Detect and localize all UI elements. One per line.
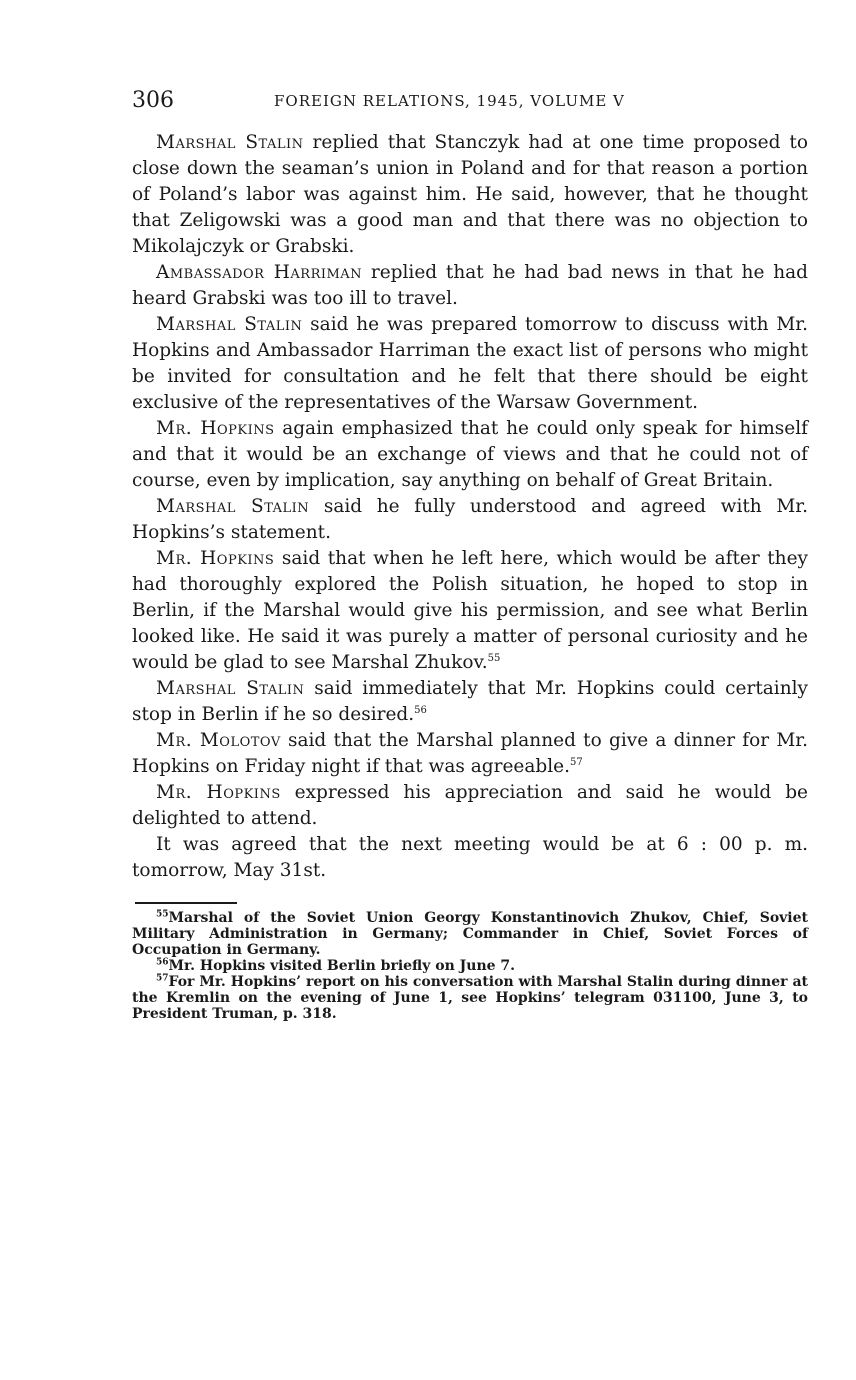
speaker-name: Mr. Hopkins bbox=[156, 548, 275, 569]
footnote-text: Marshal of the Soviet Union Georgy Konstantinovich Zhukov, Chief, Soviet Military Administration in Germany; Commander in Chief, Soviet Forces of Occupation in Germany. bbox=[132, 910, 808, 958]
paragraph bbox=[132, 546, 808, 676]
paragraph bbox=[132, 676, 808, 728]
footnote-mark: 56 bbox=[156, 957, 169, 968]
paragraph bbox=[132, 260, 808, 312]
speaker-name: Mr. Hopkins bbox=[156, 782, 281, 803]
speaker-name: Mr. Hopkins bbox=[156, 418, 275, 439]
footnote bbox=[132, 958, 808, 974]
paragraph-text: replied that Stanczyk had at one time proposed to close down the seaman’s union in Poland and for that reason a portion of Poland’s labor was against him. He said, however, that he thought that Zeligowski was a good man and that there was no objection to Mikolajczyk or Grabski. bbox=[132, 132, 808, 257]
paragraph-text: said that the Marshal planned to give a dinner for Mr. Hopkins on Friday night if that was agreeable. bbox=[132, 730, 808, 777]
speaker-name: Marshal Stalin bbox=[156, 678, 305, 699]
paragraph-text: again emphasized that he could only speak for himself and that it would be an exchange of views and that he could not of course, even by implication, say anything on behalf of Great Britain. bbox=[132, 418, 808, 491]
speaker-name: Ambassador Harriman bbox=[156, 262, 363, 283]
paragraph-text: replied that he had bad news in that he had heard Grabski was too ill to travel. bbox=[132, 262, 808, 309]
footnote bbox=[132, 910, 808, 958]
footnote-mark: 57 bbox=[156, 973, 169, 984]
paragraph bbox=[132, 728, 808, 780]
footnote-text: Mr. Hopkins visited Berlin briefly on June 7. bbox=[168, 958, 516, 974]
footnote-ref[interactable]: 56 bbox=[414, 704, 427, 716]
speaker-name: Marshal Stalin bbox=[156, 132, 304, 153]
paragraph bbox=[132, 494, 808, 546]
page-number: 306 bbox=[132, 88, 174, 113]
footnote bbox=[132, 974, 808, 1022]
paragraph-text: said immediately that Mr. Hopkins could certainly stop in Berlin if he so desired. bbox=[132, 678, 808, 725]
paragraph-text: said he fully understood and agreed with Mr. Hopkins’s statement. bbox=[132, 496, 808, 543]
speaker-name: Marshal Stalin bbox=[156, 496, 310, 517]
paragraph-text: It was agreed that the next meeting would be at 6 : 00 p. m. tomorrow, May 31st. bbox=[132, 834, 808, 881]
body-text bbox=[132, 130, 808, 884]
paragraph-text: said he was prepared tomorrow to discuss with Mr. Hopkins and Ambassador Harriman the exact list of persons who might be invited for consultation and he felt that there should be eight exclusive of the representatives of the Warsaw Government. bbox=[132, 314, 808, 413]
paragraph-text: expressed his appreciation and said he would be delighted to attend. bbox=[132, 782, 808, 829]
footnote-ref[interactable]: 57 bbox=[569, 756, 583, 768]
paragraph bbox=[132, 130, 808, 260]
running-head: FOREIGN RELATIONS, 1945, VOLUME V bbox=[274, 92, 625, 110]
footnote-text: For Mr. Hopkins’ report on his conversation with Marshal Stalin during dinner at the Kremlin on the evening of June 1, see Hopkins’ telegram 031100, June 3, to President Truman, p. 318. bbox=[132, 974, 808, 1022]
paragraph bbox=[132, 780, 808, 832]
footnote-divider bbox=[135, 902, 237, 904]
paragraph-text: said that when he left here, which would be after they had thoroughly explored the Polish situation, he hoped to stop in Berlin, if the Marshal would give his permission, and see what Berlin looked like. He said it was purely a matter of personal curiosity and he would be glad to see Marshal Zhukov. bbox=[132, 548, 808, 673]
paragraph bbox=[132, 832, 808, 884]
paragraph bbox=[132, 312, 808, 416]
speaker-name: Marshal Stalin bbox=[156, 314, 303, 335]
speaker-name: Mr. Molotov bbox=[156, 730, 281, 751]
footnote-mark: 55 bbox=[156, 909, 169, 920]
page-header bbox=[132, 88, 808, 116]
paragraph bbox=[132, 416, 808, 494]
footnote-ref[interactable]: 55 bbox=[487, 652, 501, 664]
footnotes bbox=[132, 910, 808, 1022]
